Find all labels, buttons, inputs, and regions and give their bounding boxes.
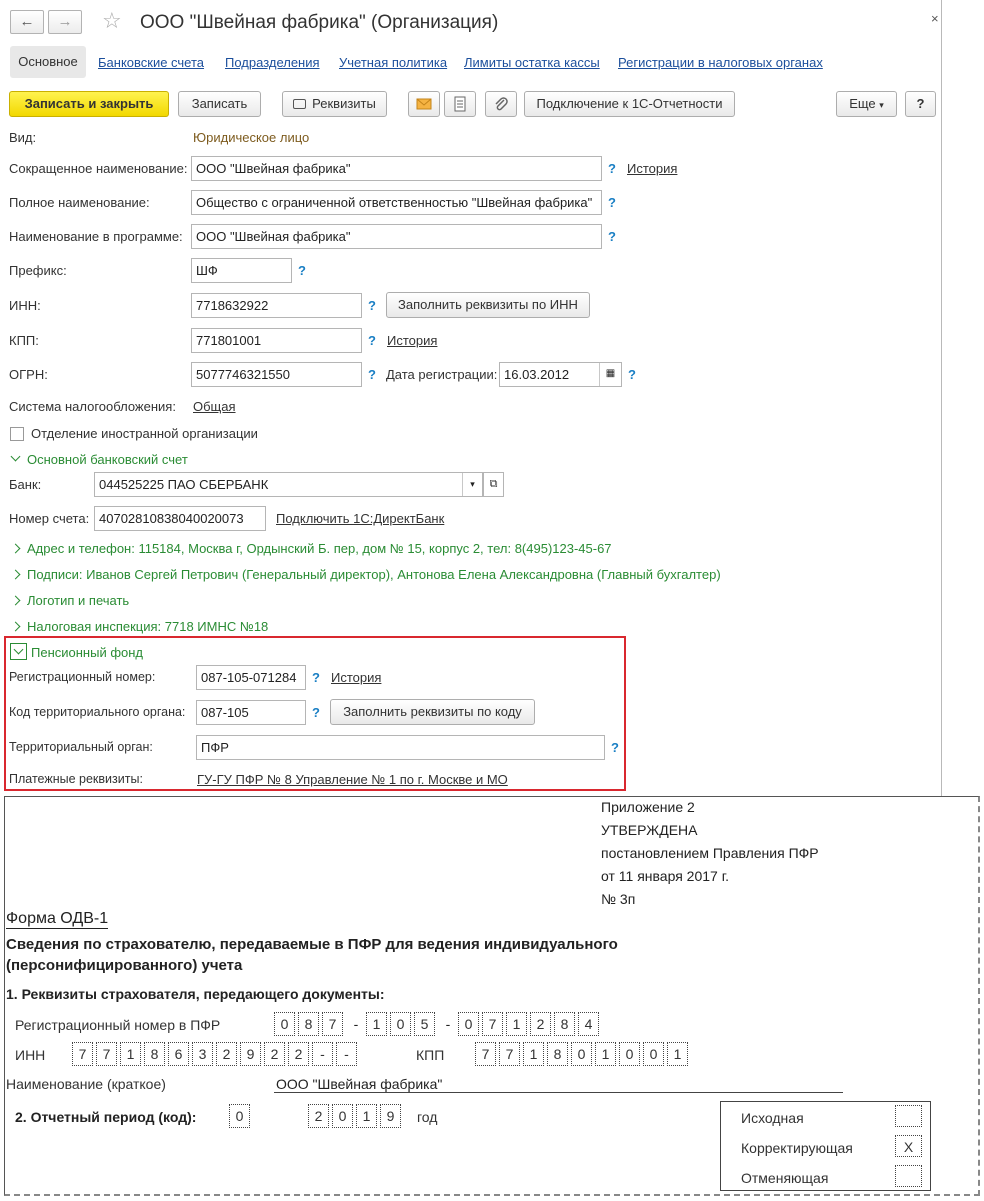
digit-cell: 2 [264, 1042, 285, 1066]
arrow-left-icon: ← [19, 13, 35, 30]
help-question-icon[interactable]: ? [608, 195, 616, 210]
pfr-org-input[interactable]: ПФР [196, 735, 605, 760]
help-question-icon[interactable]: ? [312, 670, 320, 685]
program-name-input[interactable]: ООО "Швейная фабрика" [191, 224, 602, 249]
digit-cell: 7 [475, 1042, 496, 1066]
help-question-icon[interactable]: ? [368, 367, 376, 382]
doc-annex: Приложение 2 [601, 799, 695, 815]
digit-cell: 1 [667, 1042, 688, 1066]
foreign-branch-checkbox[interactable] [10, 427, 24, 441]
dropdown-arrow-icon[interactable]: ▾ [462, 473, 482, 496]
ogrn-input[interactable]: 5077746321550 [191, 362, 362, 387]
doc-section1: 1. Реквизиты страхователя, передающего документы: [6, 986, 385, 1002]
pfr-code-label: Код территориального органа: [9, 705, 186, 719]
doc-inn-cells [72, 1042, 360, 1066]
doc-type-label: Корректирующая [741, 1140, 853, 1156]
printer-icon [293, 99, 306, 109]
paperclip-icon [486, 92, 516, 116]
digit-cell: 7 [96, 1042, 117, 1066]
digit-cell: 0 [643, 1042, 664, 1066]
help-question-icon[interactable]: ? [608, 229, 616, 244]
pfr-code-input[interactable]: 087-105 [196, 700, 306, 725]
doc-type-label: Отменяющая [741, 1170, 829, 1186]
connect-reporting-button[interactable]: Подключение к 1С-Отчетности [524, 91, 735, 117]
chevron-right-icon [11, 570, 21, 580]
digit-cell: 1 [595, 1042, 616, 1066]
doc-type-mark [895, 1165, 922, 1187]
short-name-label: Сокращенное наименование: [9, 161, 188, 176]
kpp-label: КПП: [9, 333, 39, 348]
document-button[interactable] [444, 91, 476, 117]
chevron-down-icon [14, 645, 24, 655]
kpp-history-link[interactable]: История [387, 333, 438, 348]
help-question-icon[interactable]: ? [608, 161, 616, 176]
save-button[interactable]: Записать [178, 91, 261, 117]
direct-bank-link[interactable]: Подключить 1С:ДиректБанк [276, 511, 445, 526]
doc-short-name-label: Наименование (краткое) [6, 1076, 166, 1092]
requisites-button[interactable] [282, 91, 387, 117]
doc-kpp-label: КПП [416, 1047, 445, 1063]
signatures-group-label: Подписи: Иванов Сергей Петрович (Генеральный директор), Антонова Елена Александровна (Главный бухгалтер) [27, 567, 721, 582]
forward-button[interactable] [48, 10, 82, 34]
digit-cell: 7 [322, 1012, 343, 1036]
doc-form-name: Форма ОДВ-1 [6, 910, 109, 927]
tax-office-group-label: Налоговая инспекция: 7718 ИМНС №18 [27, 619, 269, 634]
doc-kpp-cells [475, 1042, 691, 1066]
doc-period-cells [229, 1104, 253, 1128]
help-question-icon[interactable]: ? [628, 367, 636, 382]
prefix-input[interactable]: ШФ [191, 258, 292, 283]
doc-reg-label: Регистрационный номер в ПФР [15, 1017, 221, 1033]
digit-cell: 0 [458, 1012, 479, 1036]
kind-value[interactable]: Юридическое лицо [193, 130, 310, 145]
envelope-icon [409, 92, 439, 116]
digit-cell: 1 [356, 1104, 377, 1128]
bank-select[interactable] [94, 472, 483, 497]
odv1-form-document [4, 796, 980, 1196]
more-button[interactable] [836, 91, 897, 117]
digit-cell: 1 [366, 1012, 387, 1036]
digit-cell: 8 [547, 1042, 568, 1066]
help-question-icon[interactable]: ? [368, 333, 376, 348]
dash-separator: - [445, 1016, 451, 1032]
ogrn-label: ОГРН: [9, 367, 48, 382]
help-question-icon[interactable]: ? [298, 263, 306, 278]
digit-cell: 0 [274, 1012, 295, 1036]
signatures-group-toggle[interactable] [12, 567, 721, 582]
chevron-right-icon [11, 544, 21, 554]
document-icon [445, 92, 475, 116]
tax-office-group-toggle[interactable] [12, 619, 268, 634]
arrow-right-icon: → [57, 13, 73, 30]
bank-account-group-label: Основной банковский счет [27, 452, 188, 467]
digit-cell: 6 [168, 1042, 189, 1066]
logo-group-toggle[interactable] [12, 593, 129, 608]
help-question-icon[interactable]: ? [368, 298, 376, 313]
digit-cell: 0 [619, 1042, 640, 1066]
kpp-input[interactable]: 771801001 [191, 328, 362, 353]
doc-short-name-value: ООО "Швейная фабрика" [274, 1076, 843, 1093]
foreign-branch-label: Отделение иностранной организации [31, 426, 258, 441]
inn-input[interactable]: 7718632922 [191, 293, 362, 318]
tab-departments[interactable]: Подразделения [225, 55, 320, 70]
account-label: Номер счета: [9, 511, 90, 526]
digit-cell: 8 [554, 1012, 575, 1036]
pfr-reg-label: Регистрационный номер: [9, 670, 156, 684]
digit-cell: 1 [120, 1042, 141, 1066]
program-name-label: Наименование в программе: [9, 229, 183, 244]
fill-by-inn-button[interactable]: Заполнить реквизиты по ИНН [386, 292, 590, 318]
doc-section2: 2. Отчетный период (код): [15, 1109, 197, 1125]
close-icon[interactable]: × [931, 11, 939, 26]
tab-cash-limits[interactable]: Лимиты остатка кассы [464, 55, 600, 70]
digit-cell: 7 [499, 1042, 520, 1066]
pfr-pay-link[interactable]: ГУ-ГУ ПФР № 8 Управление № 1 по г. Москве и МО [197, 772, 508, 787]
pfr-history-link[interactable]: История [331, 670, 382, 685]
digit-cell: 2 [288, 1042, 309, 1066]
digit-cell: 2 [308, 1104, 329, 1128]
email-button[interactable] [408, 91, 440, 117]
calendar-icon[interactable]: ▦ [599, 363, 621, 386]
digit-cell: 3 [192, 1042, 213, 1066]
doc-type-label: Исходная [741, 1110, 804, 1126]
address-group-label: Адрес и телефон: 115184, Москва г, Ордынский Б. пер, дом № 15, корпус 2, тел: 8(495)123-45-67 [27, 541, 612, 556]
digit-cell: 7 [72, 1042, 93, 1066]
bank-value: 044525225 ПАО СБЕРБАНК [99, 477, 269, 492]
help-question-icon[interactable]: ? [312, 705, 320, 720]
prefix-label: Префикс: [9, 263, 67, 278]
full-name-label: Полное наименование: [9, 195, 150, 210]
doc-year-cells [308, 1104, 404, 1128]
doc-inn-label: ИНН [15, 1047, 46, 1063]
account-input[interactable]: 40702810838040020073 [94, 506, 266, 531]
dash-separator: - [353, 1016, 359, 1032]
fill-by-code-button[interactable]: Заполнить реквизиты по коду [330, 699, 535, 725]
doc-number: № 3п [601, 891, 636, 907]
pension-group-toggle[interactable] [10, 643, 27, 660]
back-button[interactable] [10, 10, 44, 34]
doc-heading: Сведения по страхователю, передаваемые в ПФР для ведения индивидуального (персонифицированного) учета [6, 936, 618, 974]
digit-cell: 0 [571, 1042, 592, 1066]
tab-accounting-policy[interactable]: Учетная политика [339, 55, 448, 70]
digit-cell: 1 [523, 1042, 544, 1066]
tax-system-label: Система налогообложения: [9, 399, 176, 414]
digit-cell: 2 [216, 1042, 237, 1066]
bank-label: Банк: [9, 477, 42, 492]
tab-bank-accounts[interactable]: Банковские счета [98, 55, 205, 70]
tab-main[interactable]: Основное [10, 46, 86, 78]
doc-type-box [720, 1101, 931, 1191]
attachment-button[interactable] [485, 91, 517, 117]
doc-type-mark: X [895, 1135, 922, 1157]
bank-account-group-toggle[interactable] [12, 452, 188, 467]
short-name-input[interactable]: ООО "Швейная фабрика" [191, 156, 602, 181]
pfr-pay-label: Платежные реквизиты: [9, 772, 143, 786]
pension-group-label: Пенсионный фонд [31, 645, 144, 660]
tab-tax-registrations[interactable]: Регистрации в налоговых органах [618, 55, 823, 70]
digit-cell: 4 [578, 1012, 599, 1036]
requisites-label: Реквизиты [312, 96, 376, 111]
digit-cell: 8 [144, 1042, 165, 1066]
digit-cell: - [336, 1042, 357, 1066]
chevron-right-icon [11, 596, 21, 606]
chevron-down-icon [11, 452, 21, 462]
digit-cell: 7 [482, 1012, 503, 1036]
pfr-org-label: Территориальный орган: [9, 740, 153, 754]
help-question-icon[interactable]: ? [611, 740, 619, 755]
reg-date-value: 16.03.2012 [504, 367, 570, 382]
doc-approved: УТВЕРЖДЕНА [601, 822, 698, 838]
digit-cell: 5 [414, 1012, 435, 1036]
favorite-star-icon[interactable]: ☆ [102, 8, 122, 33]
digit-cell: 9 [240, 1042, 261, 1066]
digit-cell: 0 [390, 1012, 411, 1036]
kind-label: Вид: [9, 130, 37, 145]
doc-year-label: год [417, 1109, 438, 1125]
chevron-right-icon [11, 622, 21, 632]
more-label: Еще [849, 96, 876, 111]
save-and-close-button[interactable]: Записать и закрыть [9, 91, 169, 117]
open-bank-icon[interactable]: ⧉ [483, 472, 504, 497]
dropdown-arrow-icon: ▾ [879, 100, 884, 110]
digit-cell: 1 [506, 1012, 527, 1036]
full-name-input[interactable]: Общество с ограниченной ответственностью "Швейная фабрика" [191, 190, 602, 215]
help-button[interactable]: ? [905, 91, 936, 117]
digit-cell: 0 [332, 1104, 353, 1128]
reg-date-input[interactable] [499, 362, 622, 387]
logo-group-label: Логотип и печать [27, 593, 130, 608]
tax-system-link[interactable]: Общая [193, 399, 236, 414]
reg-date-label: Дата регистрации: [386, 367, 498, 382]
doc-decree: постановлением Правления ПФР [601, 845, 819, 861]
period-code-cell: 0 [229, 1104, 250, 1128]
pfr-reg-input[interactable]: 087-105-071284 [196, 665, 306, 690]
address-group-toggle[interactable] [12, 541, 612, 556]
doc-type-mark [895, 1105, 922, 1127]
doc-reg-number-cells [274, 1012, 602, 1036]
digit-cell: 8 [298, 1012, 319, 1036]
digit-cell: 2 [530, 1012, 551, 1036]
digit-cell: 9 [380, 1104, 401, 1128]
doc-date: от 11 января 2017 г. [601, 868, 730, 884]
digit-cell: - [312, 1042, 333, 1066]
window-title: ООО "Швейная фабрика" (Организация) [140, 12, 499, 33]
inn-label: ИНН: [9, 298, 41, 313]
short-name-history-link[interactable]: История [627, 161, 678, 176]
